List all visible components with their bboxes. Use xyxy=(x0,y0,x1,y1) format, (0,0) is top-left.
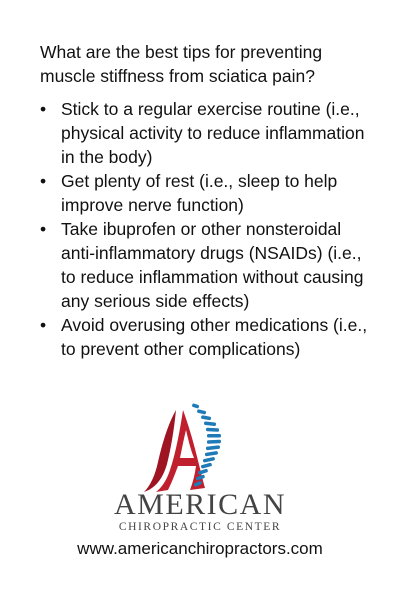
tips-list xyxy=(40,97,375,361)
list-item xyxy=(40,313,375,361)
brand-name: AMERICAN xyxy=(113,488,286,521)
tip-text: Avoid overusing other medications (i.e., to prevent other complications) xyxy=(61,315,368,359)
tip-text: Take ibuprofen or other nonsteroidal anti-inflammatory drugs (NSAIDs) (i.e., to reduce inflammation without causing any serious side effects) xyxy=(61,219,364,311)
website-url: www.americanchiropractors.com xyxy=(77,539,323,558)
tip-text: Get plenty of rest (i.e., sleep to help improve nerve function) xyxy=(61,171,338,215)
list-item xyxy=(40,217,375,313)
brand-subtitle: CHIROPRACTIC CENTER xyxy=(118,521,282,533)
bullet-icon: • xyxy=(40,171,47,191)
bullet-icon: • xyxy=(40,99,47,119)
bullet-icon: • xyxy=(40,219,47,239)
list-item xyxy=(40,169,375,217)
list-item xyxy=(40,97,375,169)
question-heading: What are the best tips for preventing muscle stiffness from sciatica pain? xyxy=(40,42,323,86)
bullet-icon: • xyxy=(40,315,47,335)
tip-text: Stick to a regular exercise routine (i.e., physical activity to reduce inflammation in the body) xyxy=(61,99,365,167)
